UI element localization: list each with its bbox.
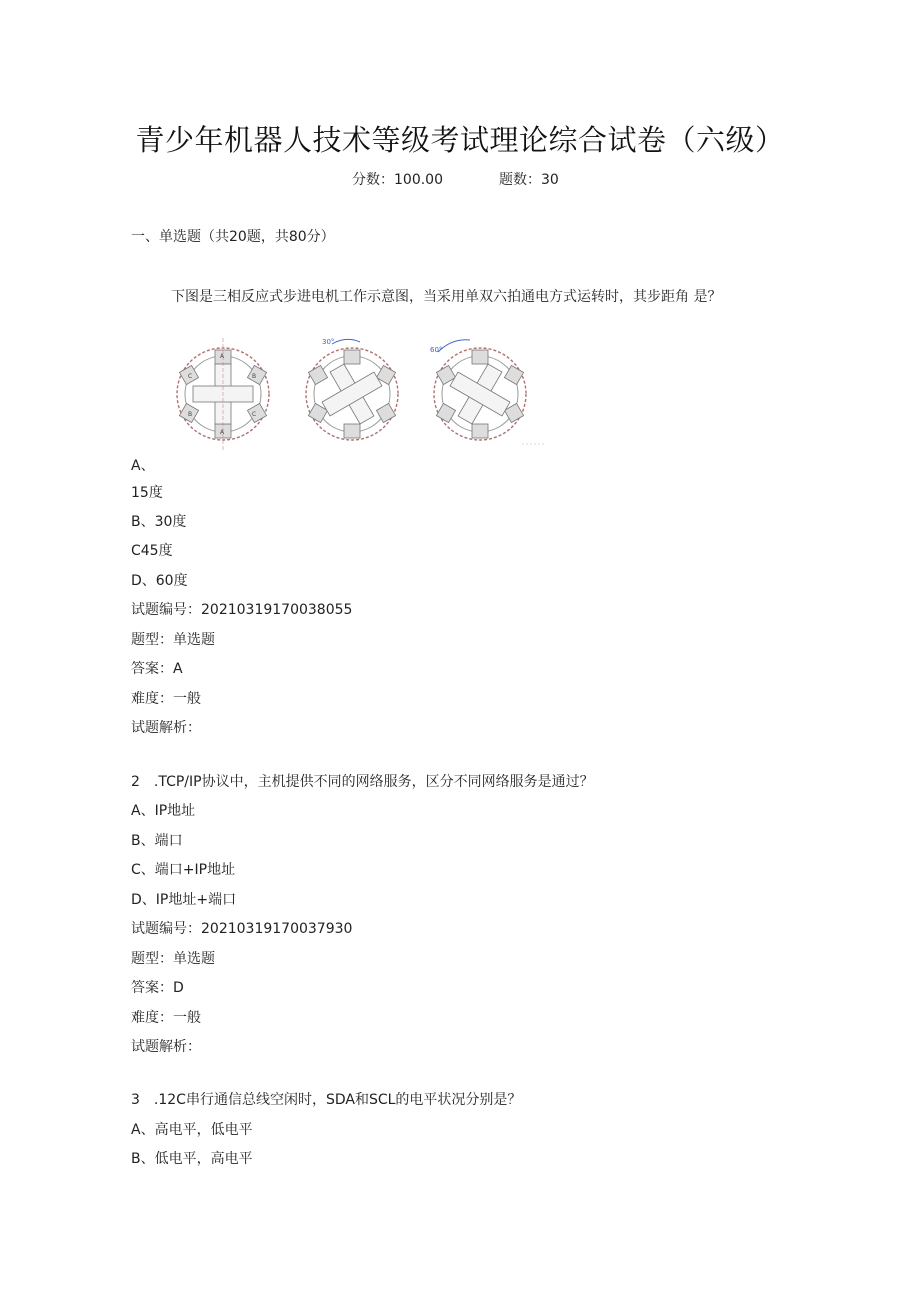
- stepper-motor-diagram-1: [168, 330, 278, 454]
- q2-analysis: 试题解析：: [131, 1039, 201, 1055]
- q2-option-c: C、端口+IP地址: [131, 862, 236, 878]
- question-1-stem: 下图是三相反应式步进电机工作示意图，当采用单双六拍通电方式运转时，其步距角 是？: [171, 289, 722, 305]
- fig3-angle-label: 60°: [430, 346, 443, 354]
- q3-option-b: B、低电平，高电平: [131, 1151, 253, 1167]
- q1-answer: 答案：A: [131, 661, 183, 677]
- fig2-angle-label: 30°: [322, 338, 335, 346]
- q2-question-id: 试题编号：20210319170037930: [131, 921, 353, 937]
- fig1-pole-b-label: B: [252, 373, 257, 380]
- section-heading: 一、单选题（共20题，共80分）: [131, 229, 335, 245]
- q1-option-a: A、: [131, 458, 155, 474]
- question-3-stem: 3 .12C串行通信总线空闲时，SDA和SCL的电平状况分别是？: [131, 1092, 522, 1108]
- question-2-stem: 2 .TCP/IP协议中，主机提供不同的网络服务，区分不同网络服务是通过？: [131, 774, 594, 790]
- q1-option-b: B、30度: [131, 514, 187, 530]
- fig1-pole-b2-label: B: [188, 411, 193, 418]
- stepper-motor-diagram-2: [294, 330, 412, 454]
- q2-difficulty: 难度：一般: [131, 1010, 201, 1026]
- stepper-motor-diagram-3: [422, 330, 546, 454]
- q2-answer: 答案：D: [131, 980, 184, 996]
- q2-option-d: D、IP地址+端口: [131, 892, 237, 908]
- fig1-pole-a2-label: A: [220, 429, 225, 436]
- q3-option-a: A、高电平，低电平: [131, 1122, 253, 1138]
- q2-option-b: B、端口: [131, 833, 183, 849]
- fig1-pole-c-label: C: [252, 411, 257, 418]
- q1-option-a-text: 15度: [131, 485, 163, 501]
- question-count: 题数：30: [499, 172, 559, 188]
- page-title: 青少年机器人技术等级考试理论综合试卷（六级）: [135, 123, 785, 157]
- q1-question-id: 试题编号：20210319170038055: [131, 602, 353, 618]
- q2-option-a: A、IP地址: [131, 803, 196, 819]
- q2-question-type: 题型：单选题: [131, 951, 215, 967]
- q1-option-c: C45度: [131, 543, 173, 559]
- q1-difficulty: 难度：一般: [131, 691, 201, 707]
- total-score: 分数：100.00: [352, 172, 443, 188]
- q1-question-type: 题型：单选题: [131, 632, 215, 648]
- q1-analysis: 试题解析：: [131, 720, 201, 736]
- fig1-pole-c2-label: C: [188, 373, 193, 380]
- stepper-motor-figures: [168, 330, 548, 454]
- q1-option-d: D、60度: [131, 573, 188, 589]
- fig1-pole-a-label: A: [220, 353, 225, 360]
